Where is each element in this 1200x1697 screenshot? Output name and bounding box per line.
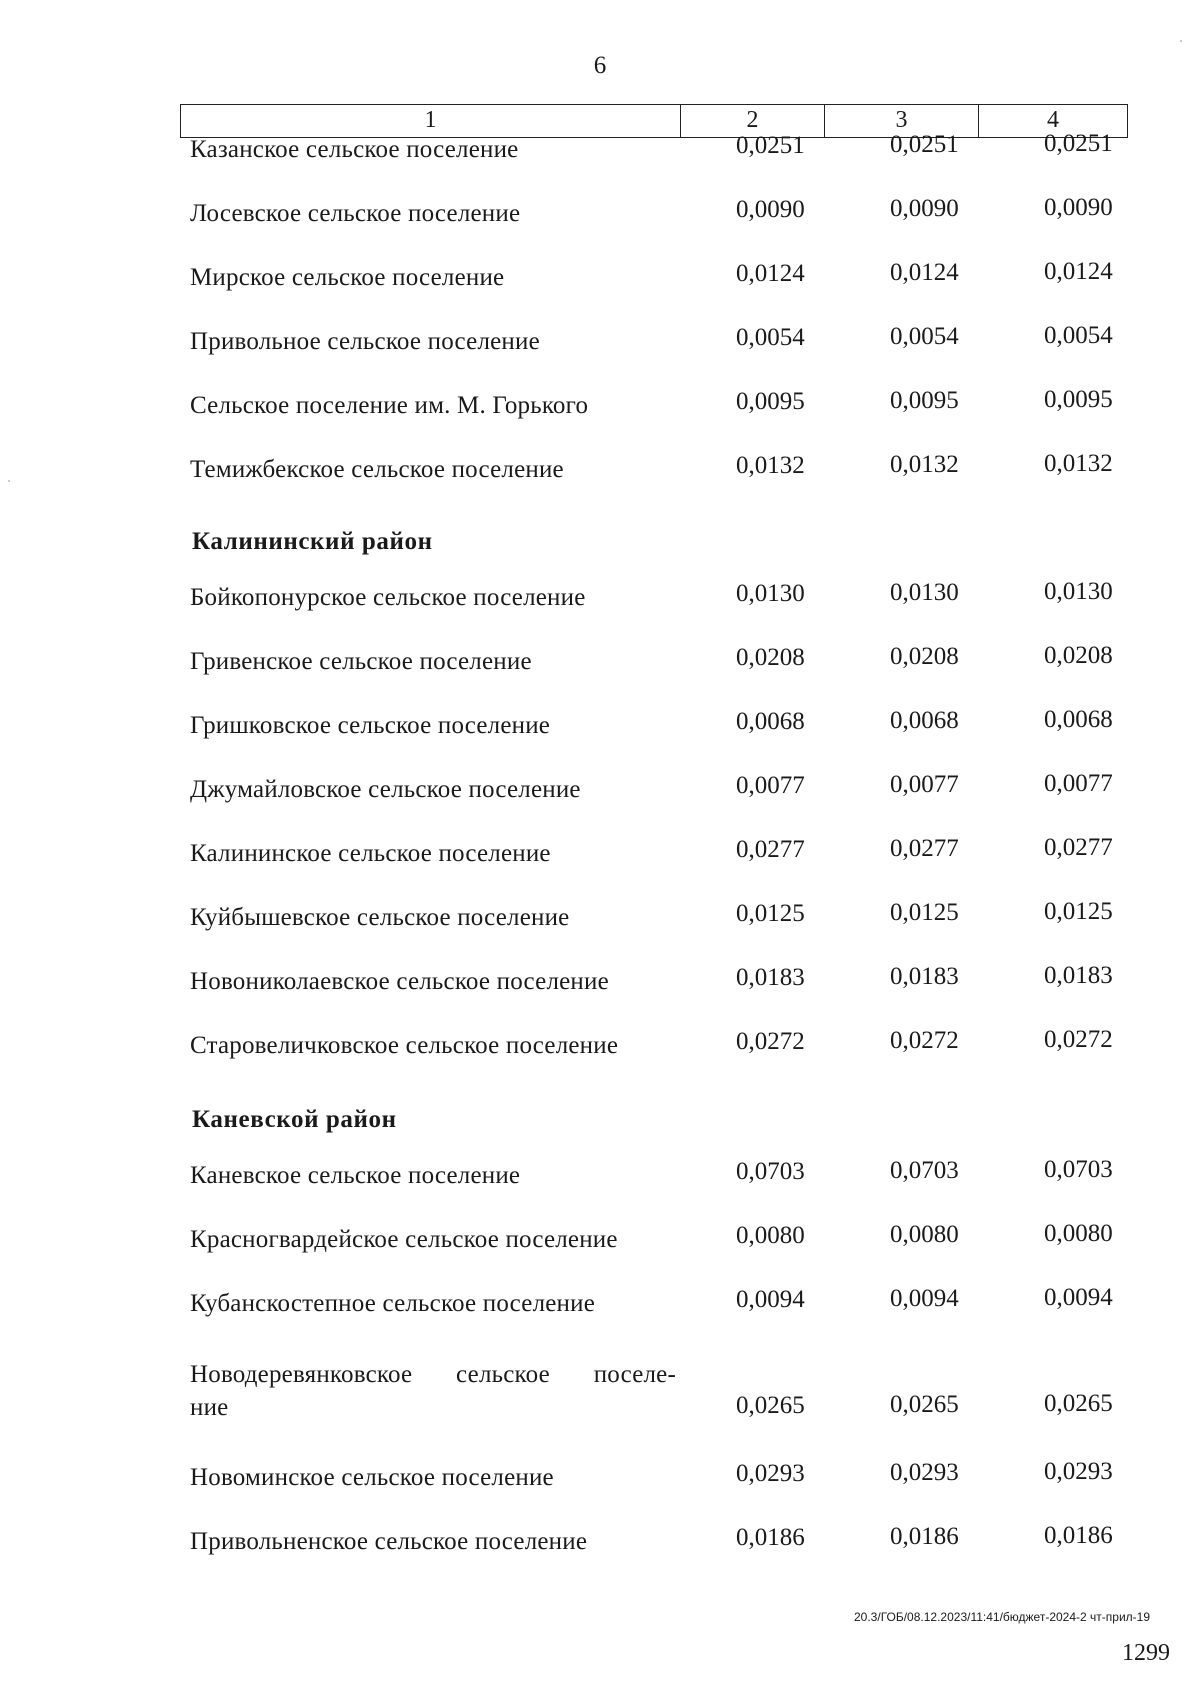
document-code: 20.3/ГОБ/08.12.2023/11:41/бюджет-2024-2 чт-прил-19 xyxy=(854,1610,1150,1624)
settlement-name: Новоминское сельское поселение xyxy=(190,1464,554,1491)
settlement-name: Кубанскостепное сельское поселение xyxy=(190,1290,596,1317)
header-col-3: 3 xyxy=(825,105,979,137)
value-col-3: 0,0703 xyxy=(890,1157,959,1184)
header-col-2: 2 xyxy=(681,105,825,137)
settlement-name: Калининское сельское поселение xyxy=(190,840,551,867)
settlement-name xyxy=(190,1358,690,1424)
value-col-2: 0,0251 xyxy=(736,132,805,159)
value-col-4: 0,0125 xyxy=(1044,898,1113,925)
value-col-4: 0,0095 xyxy=(1044,386,1113,413)
table-row xyxy=(190,1216,1140,1256)
table-row xyxy=(190,1454,1140,1494)
value-col-4: 0,0132 xyxy=(1044,450,1113,477)
value-col-2: 0,0090 xyxy=(736,196,805,223)
value-col-4: 0,0277 xyxy=(1044,834,1113,861)
value-col-4: 0,0265 xyxy=(1044,1390,1113,1417)
table-row xyxy=(190,318,1140,358)
value-col-4: 0,0124 xyxy=(1044,258,1113,285)
value-col-3: 0,0090 xyxy=(890,195,959,222)
value-col-2: 0,0186 xyxy=(736,1524,805,1551)
value-col-2: 0,0132 xyxy=(736,452,805,479)
value-col-4: 0,0272 xyxy=(1044,1026,1113,1053)
value-col-2: 0,0077 xyxy=(736,772,805,799)
table-row xyxy=(190,574,1140,614)
value-col-2: 0,0068 xyxy=(736,708,805,735)
table-row xyxy=(190,126,1140,166)
value-col-4: 0,0183 xyxy=(1044,962,1113,989)
table-row xyxy=(190,1280,1140,1320)
value-col-4: 0,0077 xyxy=(1044,770,1113,797)
value-col-3: 0,0132 xyxy=(890,451,959,478)
settlement-name: Куйбышевское сельское поселение xyxy=(190,904,570,931)
value-col-2: 0,0293 xyxy=(736,1460,805,1487)
table-row xyxy=(190,1358,1140,1426)
settlement-name: Новониколаевское сельское поселение xyxy=(190,968,609,995)
table-row xyxy=(190,894,1140,934)
table-row xyxy=(190,766,1140,806)
value-col-2: 0,0208 xyxy=(736,644,805,671)
settlement-name: Старовеличковское сельское поселение xyxy=(190,1032,619,1059)
value-col-4: 0,0208 xyxy=(1044,642,1113,669)
value-col-3: 0,0080 xyxy=(890,1221,959,1248)
settlement-name: Бойкопонурское сельское поселение xyxy=(190,584,586,611)
page-number: 6 xyxy=(593,52,607,79)
settlement-name: Казанское сельское поселение xyxy=(190,136,519,163)
footer-page-number: 1299 xyxy=(1122,1640,1170,1666)
table-row xyxy=(190,382,1140,422)
value-col-3: 0,0095 xyxy=(890,387,959,414)
value-col-3: 0,0077 xyxy=(890,771,959,798)
scan-speck xyxy=(1180,40,1182,42)
table-row xyxy=(190,638,1140,678)
value-col-2: 0,0125 xyxy=(736,900,805,927)
value-col-3: 0,0293 xyxy=(890,1459,959,1486)
value-col-2: 0,0095 xyxy=(736,388,805,415)
header-col-4: 4 xyxy=(1047,107,1059,133)
value-col-2: 0,0265 xyxy=(736,1392,805,1419)
value-col-2: 0,0183 xyxy=(736,964,805,991)
value-col-3: 0,0068 xyxy=(890,707,959,734)
settlement-name-line-1: Новодеревянковское сельское поселе- xyxy=(190,1361,676,1388)
value-col-3: 0,0251 xyxy=(890,131,959,158)
value-col-2: 0,0277 xyxy=(736,836,805,863)
value-col-2: 0,0054 xyxy=(736,324,805,351)
table-row xyxy=(190,702,1140,742)
settlement-name: Привольное сельское поселение xyxy=(190,328,540,355)
value-col-4: 0,0703 xyxy=(1044,1156,1113,1183)
settlement-name: Лосевское сельское поселение xyxy=(190,200,521,227)
value-col-4: 0,0130 xyxy=(1044,578,1113,605)
settlement-name: Каневское сельское поселение xyxy=(190,1162,521,1189)
value-col-3: 0,0208 xyxy=(890,643,959,670)
table-row xyxy=(190,1022,1140,1062)
table-row xyxy=(190,830,1140,870)
table-row xyxy=(190,254,1140,294)
header-col-1: 1 xyxy=(181,105,681,137)
settlement-name: Гривенское сельское поселение xyxy=(190,648,532,675)
value-col-3: 0,0186 xyxy=(890,1523,959,1550)
value-col-3: 0,0130 xyxy=(890,579,959,606)
value-col-3: 0,0094 xyxy=(890,1285,959,1312)
settlement-name: Привольненское сельское поселение xyxy=(190,1528,588,1555)
table-row xyxy=(190,1518,1140,1558)
table-row xyxy=(190,190,1140,230)
value-col-2: 0,0272 xyxy=(736,1028,805,1055)
settlement-name: Джумайловское сельское поселение xyxy=(190,776,581,803)
section-heading-kalininsky: Калининский район xyxy=(192,528,433,555)
value-col-2: 0,0080 xyxy=(736,1222,805,1249)
value-col-3: 0,0054 xyxy=(890,323,959,350)
value-col-3: 0,0183 xyxy=(890,963,959,990)
value-col-4: 0,0054 xyxy=(1044,322,1113,349)
value-col-3: 0,0277 xyxy=(890,835,959,862)
settlement-name: Темижбекское сельское поселение xyxy=(190,456,564,483)
settlement-name: Сельское поселение им. М. Горького xyxy=(190,392,589,419)
value-col-4: 0,0094 xyxy=(1044,1284,1113,1311)
table-row xyxy=(190,1152,1140,1192)
settlement-name: Мирское сельское поселение xyxy=(190,264,505,291)
value-col-3: 0,0265 xyxy=(890,1391,959,1418)
value-col-4: 0,0251 xyxy=(1044,130,1113,157)
settlement-name-line-2: ние xyxy=(190,1394,229,1421)
value-col-4: 0,0293 xyxy=(1044,1458,1113,1485)
settlement-name: Красногвардейское сельское поселение xyxy=(190,1226,618,1253)
value-col-2: 0,0703 xyxy=(736,1158,805,1185)
value-col-4: 0,0080 xyxy=(1044,1220,1113,1247)
table-row xyxy=(190,446,1140,486)
value-col-4: 0,0186 xyxy=(1044,1522,1113,1549)
table-row xyxy=(190,958,1140,998)
value-col-3: 0,0125 xyxy=(890,899,959,926)
settlement-name: Гришковское сельское поселение xyxy=(190,712,551,739)
value-col-2: 0,0124 xyxy=(736,260,805,287)
value-col-2: 0,0130 xyxy=(736,580,805,607)
value-col-4: 0,0068 xyxy=(1044,706,1113,733)
scan-speck xyxy=(8,480,10,482)
value-col-2: 0,0094 xyxy=(736,1286,805,1313)
section-heading-kanevskoy: Каневской район xyxy=(192,1106,397,1133)
value-col-3: 0,0124 xyxy=(890,259,959,286)
value-col-4: 0,0090 xyxy=(1044,194,1113,221)
value-col-3: 0,0272 xyxy=(890,1027,959,1054)
